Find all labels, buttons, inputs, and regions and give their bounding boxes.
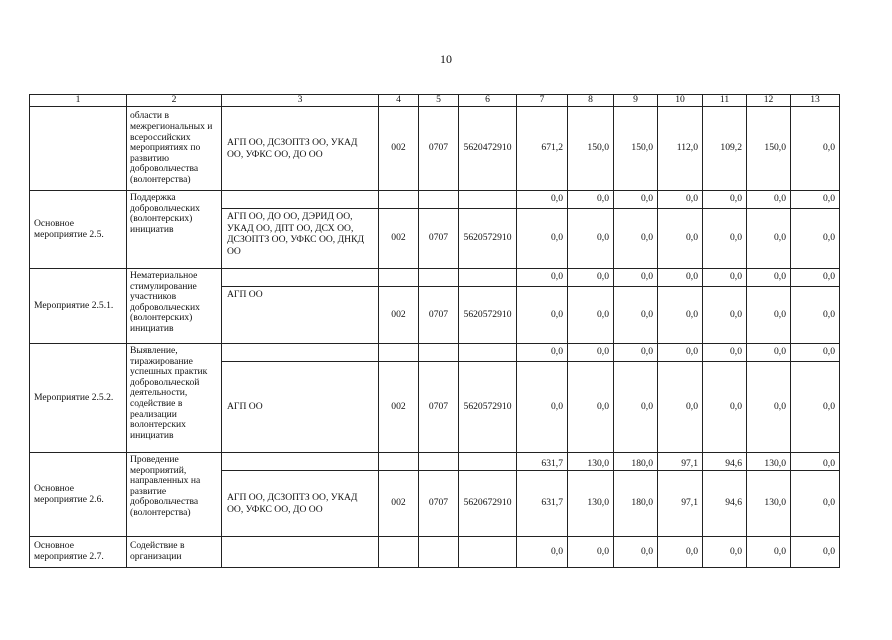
value-cell: 150,0 xyxy=(568,107,614,191)
column-number: 6 xyxy=(459,95,517,107)
value-cell: 0,0 xyxy=(568,287,614,344)
value-cell: 0,0 xyxy=(791,107,840,191)
value-cell: 0,0 xyxy=(614,362,658,453)
grbs-code: 002 xyxy=(379,471,419,537)
total-value-cell: 0,0 xyxy=(568,344,614,362)
value-cell: 97,1 xyxy=(658,471,703,537)
value-cell: 671,2 xyxy=(517,107,568,191)
column-number: 12 xyxy=(747,95,791,107)
column-number: 7 xyxy=(517,95,568,107)
section-code-empty xyxy=(419,344,459,362)
grbs-code: 002 xyxy=(379,209,419,269)
value-cell: 150,0 xyxy=(614,107,658,191)
value-cell: 112,0 xyxy=(658,107,703,191)
table-row xyxy=(30,537,840,568)
column-number: 1 xyxy=(30,95,127,107)
value-cell: 0,0 xyxy=(568,362,614,453)
measure-name-cell xyxy=(30,107,127,191)
value-cell: 94,6 xyxy=(703,471,747,537)
target-article-code: 5620572910 xyxy=(459,362,517,453)
total-value-cell: 0,0 xyxy=(703,191,747,209)
value-cell: 150,0 xyxy=(747,107,791,191)
target-article-code: 5620572910 xyxy=(459,287,517,344)
total-value-cell: 0,0 xyxy=(614,269,658,287)
executors-cell: АГП ОО, ДО ОО, ДЭРИД ОО, УКАД ОО, ДПТ ОО, ДСХ ОО, ДСЗОПТЗ ОО, УФКС ОО, ДНКД ОО xyxy=(222,209,379,269)
target-article-empty xyxy=(459,453,517,471)
value-cell: 0,0 xyxy=(703,537,747,568)
total-value-cell: 130,0 xyxy=(568,453,614,471)
column-number: 9 xyxy=(614,95,658,107)
value-cell: 0,0 xyxy=(791,362,840,453)
executors-cell: АГП ОО, ДСЗОПТЗ ОО, УКАД ОО, УФКС ОО, ДО ОО xyxy=(222,471,379,537)
value-cell: 0,0 xyxy=(614,209,658,269)
value-cell: 0,0 xyxy=(517,209,568,269)
total-value-cell: 0,0 xyxy=(791,269,840,287)
total-value-cell: 0,0 xyxy=(614,344,658,362)
grbs-code: 002 xyxy=(379,287,419,344)
measure-name: Мероприятие 2.5.1. xyxy=(30,269,127,344)
measure-name: Мероприятие 2.5.2. xyxy=(30,344,127,453)
page-number: 10 xyxy=(440,52,452,66)
value-cell: 0,0 xyxy=(568,209,614,269)
value-cell: 0,0 xyxy=(747,209,791,269)
grbs-code: 002 xyxy=(379,107,419,191)
column-number: 13 xyxy=(791,95,840,107)
total-value-cell: 0,0 xyxy=(747,269,791,287)
value-cell: 130,0 xyxy=(747,471,791,537)
total-value-cell: 0,0 xyxy=(747,191,791,209)
total-value-cell: 0,0 xyxy=(747,344,791,362)
value-cell: 0,0 xyxy=(658,537,703,568)
measure-name: Основное мероприятие 2.7. xyxy=(30,537,127,568)
executors-total-cell xyxy=(222,191,379,209)
value-cell: 109,2 xyxy=(703,107,747,191)
column-number: 3 xyxy=(222,95,379,107)
target-article-empty xyxy=(459,344,517,362)
total-value-cell: 97,1 xyxy=(658,453,703,471)
value-cell: 180,0 xyxy=(614,471,658,537)
total-value-cell: 0,0 xyxy=(568,191,614,209)
measure-name: Основное мероприятие 2.6. xyxy=(30,453,127,537)
target-article-empty xyxy=(459,191,517,209)
measure-description: Поддержка добровольческих (волонтерских) инициатив xyxy=(127,191,222,269)
executors-cell xyxy=(222,537,379,568)
section-code: 0707 xyxy=(419,209,459,269)
section-code-empty xyxy=(419,453,459,471)
table-row xyxy=(30,344,840,362)
value-cell: 130,0 xyxy=(568,471,614,537)
value-cell: 0,0 xyxy=(747,287,791,344)
column-number: 4 xyxy=(379,95,419,107)
executors-cell: АГП ОО xyxy=(222,362,379,453)
value-cell: 0,0 xyxy=(517,537,568,568)
section-code: 0707 xyxy=(419,107,459,191)
value-cell: 0,0 xyxy=(703,209,747,269)
total-value-cell: 0,0 xyxy=(703,344,747,362)
target-article-empty xyxy=(459,269,517,287)
section-code: 0707 xyxy=(419,287,459,344)
measure-description: области в межрегиональных и всероссийских мероприятиях по развитию добровольчества (волонтерства) xyxy=(127,107,222,191)
value-cell: 0,0 xyxy=(658,287,703,344)
budget-table xyxy=(29,94,840,568)
table-row xyxy=(30,191,840,209)
grbs-code-empty xyxy=(379,537,419,568)
executors-cell: АГП ОО xyxy=(222,287,379,344)
total-value-cell: 0,0 xyxy=(517,269,568,287)
total-value-cell: 631,7 xyxy=(517,453,568,471)
grbs-code: 002 xyxy=(379,362,419,453)
measure-description: Проведение мероприятий, направленных на развитие добровольчества (волонтерства) xyxy=(127,453,222,537)
total-value-cell: 0,0 xyxy=(517,344,568,362)
column-number: 10 xyxy=(658,95,703,107)
grbs-code-empty xyxy=(379,453,419,471)
column-number: 5 xyxy=(419,95,459,107)
section-code-empty xyxy=(419,537,459,568)
executors-total-cell xyxy=(222,453,379,471)
value-cell: 0,0 xyxy=(614,287,658,344)
section-code-empty xyxy=(419,269,459,287)
total-value-cell: 180,0 xyxy=(614,453,658,471)
measure-description: Выявление, тиражирование успешных практик добровольческой деятельности, содействие в реализации волонтерских инициатив xyxy=(127,344,222,453)
total-value-cell: 130,0 xyxy=(747,453,791,471)
value-cell: 0,0 xyxy=(747,537,791,568)
measure-description: Содействие в организации xyxy=(127,537,222,568)
value-cell: 0,0 xyxy=(791,209,840,269)
table-row xyxy=(30,453,840,471)
value-cell: 0,0 xyxy=(791,537,840,568)
target-article-code: 5620572910 xyxy=(459,209,517,269)
total-value-cell: 0,0 xyxy=(658,191,703,209)
value-cell: 631,7 xyxy=(517,471,568,537)
table-row xyxy=(30,269,840,287)
value-cell: 0,0 xyxy=(747,362,791,453)
column-number: 8 xyxy=(568,95,614,107)
section-code-empty xyxy=(419,191,459,209)
executors-total-cell xyxy=(222,269,379,287)
column-number: 11 xyxy=(703,95,747,107)
value-cell: 0,0 xyxy=(703,287,747,344)
measure-name: Основное мероприятие 2.5. xyxy=(30,191,127,269)
total-value-cell: 0,0 xyxy=(658,269,703,287)
value-cell: 0,0 xyxy=(791,287,840,344)
value-cell: 0,0 xyxy=(614,537,658,568)
value-cell: 0,0 xyxy=(658,209,703,269)
total-value-cell: 0,0 xyxy=(568,269,614,287)
section-code: 0707 xyxy=(419,471,459,537)
grbs-code-empty xyxy=(379,344,419,362)
total-value-cell: 0,0 xyxy=(791,344,840,362)
total-value-cell: 0,0 xyxy=(791,191,840,209)
total-value-cell: 0,0 xyxy=(658,344,703,362)
column-number-row xyxy=(30,95,840,107)
total-value-cell: 0,0 xyxy=(614,191,658,209)
table-row xyxy=(30,107,840,191)
total-value-cell: 0,0 xyxy=(703,269,747,287)
value-cell: 0,0 xyxy=(791,471,840,537)
section-code: 0707 xyxy=(419,362,459,453)
total-value-cell: 94,6 xyxy=(703,453,747,471)
value-cell: 0,0 xyxy=(703,362,747,453)
value-cell: 0,0 xyxy=(658,362,703,453)
column-number: 2 xyxy=(127,95,222,107)
value-cell: 0,0 xyxy=(517,287,568,344)
measure-description: Нематериальное стимулирование участников добровольческих (волонтерских) инициатив xyxy=(127,269,222,344)
executors-total-cell xyxy=(222,344,379,362)
target-article-code: 5620472910 xyxy=(459,107,517,191)
target-article-code: 5620672910 xyxy=(459,471,517,537)
total-value-cell: 0,0 xyxy=(791,453,840,471)
value-cell: 0,0 xyxy=(568,537,614,568)
target-article-empty xyxy=(459,537,517,568)
grbs-code-empty xyxy=(379,191,419,209)
grbs-code-empty xyxy=(379,269,419,287)
value-cell: 0,0 xyxy=(517,362,568,453)
executors-cell: АГП ОО, ДСЗОПТЗ ОО, УКАД ОО, УФКС ОО, ДО ОО xyxy=(222,107,379,191)
total-value-cell: 0,0 xyxy=(517,191,568,209)
